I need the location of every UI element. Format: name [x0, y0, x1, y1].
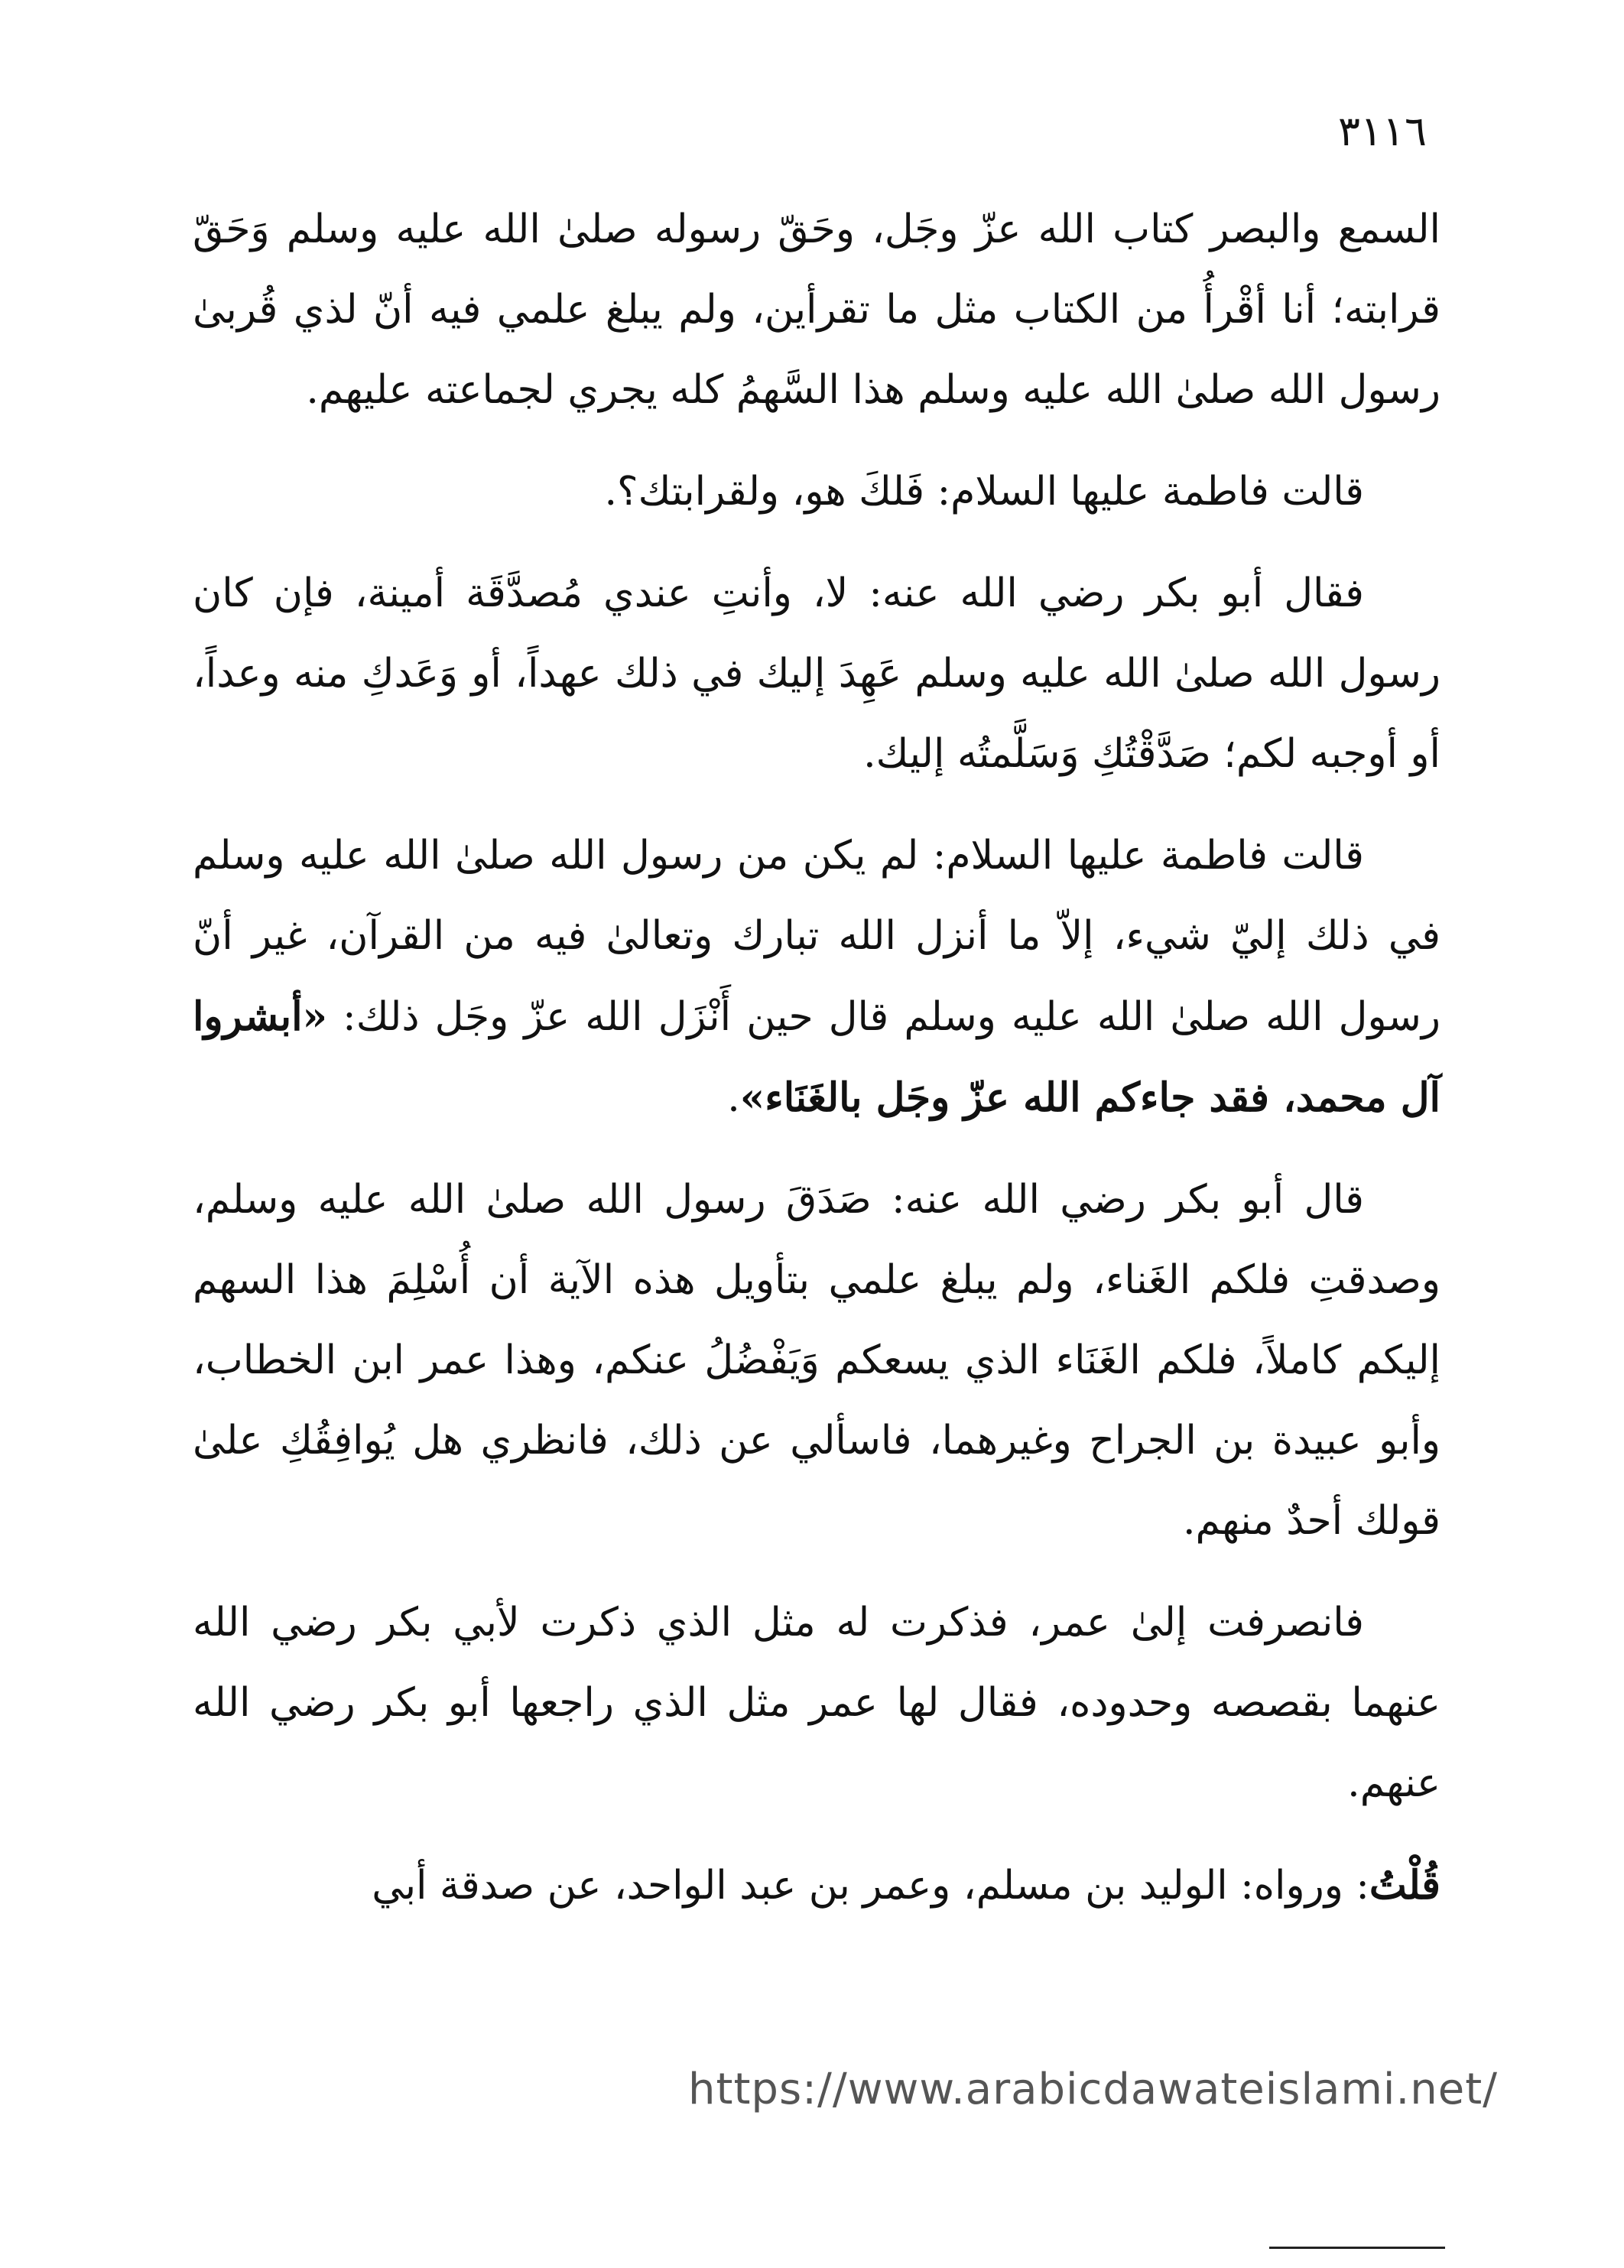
footnote-divider: [1269, 2247, 1445, 2249]
paragraph-text: : ورواه: الوليد بن مسلم، وعمر بن عبد الواحد، عن صدقة أبي: [372, 1863, 1369, 1909]
body-text: [193, 190, 1440, 1948]
paragraph-qultu: [193, 1845, 1440, 1926]
paragraph: السمع والبصر كتاب الله عزّ وجَل، وحَقّ رسوله صلىٰ الله عليه وسلم وَحَقّ قرابته؛ أنا أقْرأُ من الكتاب مثل ما تقرأين، ولم يبلغ علمي فيه أنّ لذي قُربىٰ رسول الله صلىٰ الله عليه وسلم هذا السَّهمُ كله يجري لجماعته عليهم.: [193, 206, 1440, 413]
paragraph: فانصرفت إلىٰ عمر، فذكرت له مثل الذي ذكرت لأبي بكر رضي الله عنهما بقصصه وحدوده، فقال لها عمر مثل الذي راجعها أبو بكر رضي الله عنهم.: [193, 1600, 1440, 1806]
paragraph-text: قالت فاطمة عليها السلام: لم يكن من رسول الله صلىٰ الله عليه وسلم في ذلك إليّ شيء، إلاّ ما أنزل الله تبارك وتعالىٰ فيه من القرآن، غير أنّ رسول الله صلىٰ الله عليه وسلم قال حين أَنْزَل الله عزّ وجَل ذلك:: [193, 833, 1440, 1040]
paragraph: فقال أبو بكر رضي الله عنه: لا، وأنتِ عندي مُصدَّقَة أمينة، فإن كان رسول الله صلىٰ الله عليه وسلم عَهِدَ إليك في ذلك عهداً، أو وَعَدكِ منه وعداً، أو أوجبه لكم؛ صَدَّقْتُكِ وَسَلَّمتُه إليك.: [193, 570, 1440, 777]
page-number: ٣١١٦: [1337, 107, 1427, 155]
paragraph-with-quote: [193, 816, 1440, 1139]
watermark-url: https://www.arabicdawateislami.net/: [688, 2065, 1499, 2114]
paragraph: قال أبو بكر رضي الله عنه: صَدَقَ رسول الله صلىٰ الله عليه وسلم، وصدقتِ فلكم الغَناء، ولم يبلغ علمي بتأويل هذه الآية أن أُسْلِمَ هذا السهم إليكم كاملاً، فلكم الغَنَاء الذي يسعكم وَيَفْضُلُ عنكم، وهذا عمر ابن الخطاب، وأبو عبيدة بن الجراح وغيرهما، فاسألي عن ذلك، فانظري هل يُوافِقُكِ علىٰ قولك أحدٌ منهم.: [193, 1177, 1440, 1544]
qultu-label: قُلْتُ: [1369, 1862, 1440, 1909]
paragraph-text-end: .: [727, 1075, 740, 1121]
paragraph: قالت فاطمة عليها السلام: فَلكَ هو، ولقرابتك؟.: [604, 469, 1364, 515]
bold-quote: «أبشروا آل محمد، فقد جاءكم الله عزّ وجَل بالغَنَاء»: [193, 993, 1440, 1121]
